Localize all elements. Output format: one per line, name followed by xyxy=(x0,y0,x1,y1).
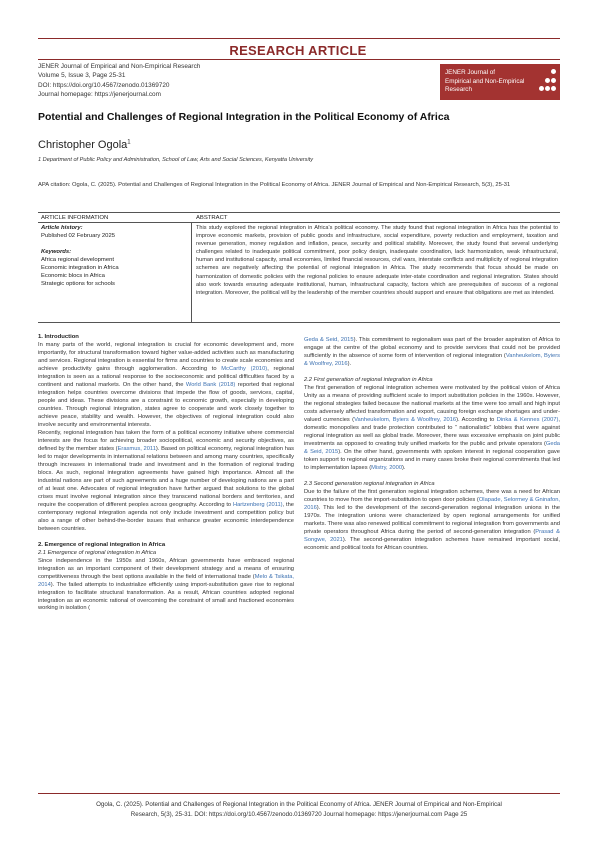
body-column-left xyxy=(38,334,294,613)
paper-title: Potential and Challenges of Regional Integration in the Political Economy of Africa xyxy=(38,111,450,123)
journal-name: JENER Journal of Empirical and Non-Empirical Research xyxy=(38,63,201,70)
history-label: Article history: xyxy=(41,225,83,231)
footer-citation-line-1: Ogola, C. (2025). Potential and Challenges of Regional Integration in the Political Economy of Africa. JENER Journal of Empirical and Non-Empirical xyxy=(96,801,502,808)
body-paragraph: Geda & Seid, 2015). This commitment to regionalism was part of the broader aspiration of Africa to engage at the centre of the global economy and to provide services that could not be provided sufficiently in the absence of some form of intervention of regional integration (Vanheukelom, Byiers & Woolfrey, 2016). xyxy=(304,337,561,367)
reference-link[interactable]: Vanheukelom, Byiers & Woolfrey, 2016 xyxy=(354,416,457,423)
reference-link[interactable]: Dinka & Kennes (2007) xyxy=(496,416,559,423)
author-affiliation: 1 Department of Public Policy and Administration, School of Law, Arts and Social Sciences, Kenyatta University xyxy=(38,157,314,163)
reference-link[interactable]: McCarthy (2010) xyxy=(221,365,268,372)
keywords-label: Keywords: xyxy=(41,249,72,255)
journal-info xyxy=(38,62,338,100)
logo-text-3: Research xyxy=(445,86,472,94)
journal-doi[interactable]: DOI: https://doi.org/10.4567/zenodo.01369720 xyxy=(38,81,170,89)
footer-citation-line-2: Research, 5(3), 25-31. DOI: https://doi.org/10.4567/zenodo.01369720 Journal homepage: https://jenerjournal.com Page 25 xyxy=(130,811,468,819)
article-type-banner: RESEARCH ARTICLE xyxy=(229,43,367,58)
article-info-heading: ARTICLE INFORMATION xyxy=(41,215,109,221)
journal-volume: Volume 5, Issue 3, Page 25-31 xyxy=(38,72,126,80)
reference-link[interactable]: Olapade, Selormey & Gninafon, 2016 xyxy=(304,496,561,511)
reference-link[interactable]: Geda & Seid, 2015 xyxy=(304,337,354,343)
section-heading: 1. Introduction xyxy=(38,334,79,340)
keyword-item: Africa regional development xyxy=(41,257,115,263)
logo-dots-icon xyxy=(532,69,556,95)
reference-link[interactable]: Geda & Seid, 2015 xyxy=(304,440,560,455)
info-header xyxy=(38,213,560,223)
apa-citation: APA citation: Ogola, C. (2025). Potential and Challenges of Regional Integration in the Political Economy of Africa. JENER Journal of Empirical and Non-Empirical Research, 5(3), 25-31 xyxy=(38,182,511,188)
page-footer xyxy=(38,800,560,820)
author-name: Christopher Ogola$^1$ xyxy=(38,139,131,151)
reference-link[interactable]: Erasmus, 2011 xyxy=(117,445,156,452)
reference-link[interactable]: World Bank (2018) xyxy=(185,381,236,388)
reference-link[interactable]: Hartzenberg (2011) xyxy=(232,501,283,508)
keyword-item: Economic integration in Africa xyxy=(41,265,119,271)
subsection-heading: 2.3 Second generation regional integration in Africa xyxy=(304,480,435,487)
body-paragraph: Due to the failure of the first generation regional integration schemes, there was a need for African countries to move from the import-substitution to open door policies (Olapade, Selormey & Gninafon, 2016). This led to the development of the second-generation regional integration unions in the 1970s. The integration unions were characterized by open regional arrangements for unified markets. There was also renewed political commitment to regional integration from governments and private operators throughout Africa during the period of second-generation integration (Prasad & Songwe, 2021). The second-generation integration schemes have remained important social, economic and political tools for African countries. xyxy=(304,488,561,551)
keyword-item: Strategic options for schools xyxy=(41,281,115,287)
reference-link[interactable]: Mistry, 2000 xyxy=(371,464,403,471)
subsection-heading: 2.1 Emergence of regional integration in Africa xyxy=(38,549,157,556)
reference-link[interactable]: Melo & Tsikata, 2014 xyxy=(38,573,294,588)
footer-rule xyxy=(38,793,560,794)
logo-text-1: JENER Journal of xyxy=(445,69,496,76)
abstract-text: This study explored the regional integration in Africa's political economy. The study found that regional integration in Africa has the potential to improve economic markets, provision of public goods and infrastructure, social expenditure, poverty reduction and employment, taxation and revenue generation, money regulation and inflation, peace, security and political stability. Moreover, the study found that several underlying challenges related to inadequate political commitment, poor policy design, inadequate coordination, lack harmonization, weak infrastructural, human and institutional capacity, small economies, limited financial resources, civil wars, interstate conflicts and multiplicity of regional integration schemes are negatively affecting the potential of regional integration in Africa. The study recommends that focus should be made on harmonization of domestic policies with the regional policies to ensure adequate inter-state coordination and regional integration. States should also work towards ensuring adequate institutional, human, infrastructural capacity, factors which are prerequisites of success of a regional integration. Moreover, the political will by the leadership of the member countries should support and ensure that obligations are met as intended. xyxy=(196,225,558,296)
header-rule xyxy=(38,59,560,60)
keyword-item: Economic blocs in Africa xyxy=(41,273,105,279)
journal-logo xyxy=(440,64,560,100)
subsection-heading: 2.2 First generation of regional integration in Africa xyxy=(304,376,433,383)
reference-link[interactable]: Prasad & Songwe, 2021 xyxy=(304,528,560,543)
abstract-heading: ABSTRACT xyxy=(196,215,228,221)
article-info-box xyxy=(38,212,560,323)
section-heading: 2. Emergence of regional integration in Africa xyxy=(38,541,166,548)
history-value: Published 02 February 2025 xyxy=(41,233,116,239)
reference-link[interactable]: Vanheukelom, Byiers & Woolfrey, 2016 xyxy=(304,352,561,367)
body-paragraph: Recently, regional integration has taken the form of a political economy initiative where commercial interests are the focus for achieving broader sociopolitical, economic and security objectives, as defined by the member states (Erasmus, 2011). Based on political economy, regional integration has led to major developments in international relations between and among many countries, specifically through increases in international trade and investment and in the formation of regional trading blocs. As such, regional integration agreements have gained high importance. Almost all the industrial nations are part of such agreements and a huge number of developing nations are a part of at least one. Advocates of regional integration have further argued that solutions to the global crises must involve regional integration since they transcend national borders and territories, and require the cooperation of different peoples across geography. According to Hartzenberg (2011), the contemporary regional integration agenda not only include investment and competition policy but also a range of other behind-the-border issues that enhance greater economic interdependence between countries. xyxy=(38,429,295,532)
logo-text-2: Empirical and Non-Empirical xyxy=(445,77,525,85)
body-paragraph: In many parts of the world, regional integration is crucial for economic development and, more importantly, for structural transformation toward higher value-added activities such as manufacturing and services. Regional integration is essential for firms and countries to create scale economies and achieve productivity gains through agglomeration. According to McCarthy (2010), regional integration is seen as a rational response to the socioeconomic and political difficulties faced by a continent and national markets. On the other hand, the World Bank (2018) reported that regional integration helps countries overcome divisions that impede the flow of goods, services, capital, people and ideas. These divisions are a constraint to economic growth, especially in developing countries. Through regional integration, states agree to cooperate and work closely together to achieve peace, stability and wealth. However, the objectives of regional integration could also involve security and environmental interests. xyxy=(38,341,295,428)
article-info-column xyxy=(38,223,192,323)
journal-homepage[interactable]: Journal homepage: https://jenerjournal.com xyxy=(38,91,161,99)
top-rule xyxy=(38,38,560,39)
body-column-right xyxy=(304,337,560,553)
body-paragraph: Since independence in the 1950s and 1960s, African governments have embraced regional integration as an important component of their development strategy and a means of ensuring competitiveness through the best options available in the field of international trade (Melo & Tsikata, 2014). The failed attempts to industrialize efficiently using import-substitution gave rise to regional integration to facilitate structural transformation. As a result, African countries adopted regional integration as an economic rational of overcoming the constraint of small and fractioned economies working in isolation ( xyxy=(38,557,294,612)
body-paragraph: The first generation of regional integration schemes were motivated by the political vision of Africa Unity as a means of providing sufficient scale to import substitution policies in the 1960s. However, the regional strategies failed because the national markets at the time were too small and high input costs adversely affected transformation and export, causing foreign exchange shortages and under-valued currencies (Vanheukelom, Byiers & Woolfrey, 2016). According to Dinka & Kennes (2007), domestic monopolies and trade protection contributed to “ nationalistic” lobbies that were against regional integration as well as global trade. Moreover, there was excessive emphasis on joint public investments as opposed to creating truly unified markets for the public and private operators (Geda & Seid, 2015). On the other hand, governments with spoken interest in regional cooperation gave token support to regional organizations and in many cases broke their regional commitments that led to implementation lapses (Mistry, 2000). xyxy=(304,384,561,471)
